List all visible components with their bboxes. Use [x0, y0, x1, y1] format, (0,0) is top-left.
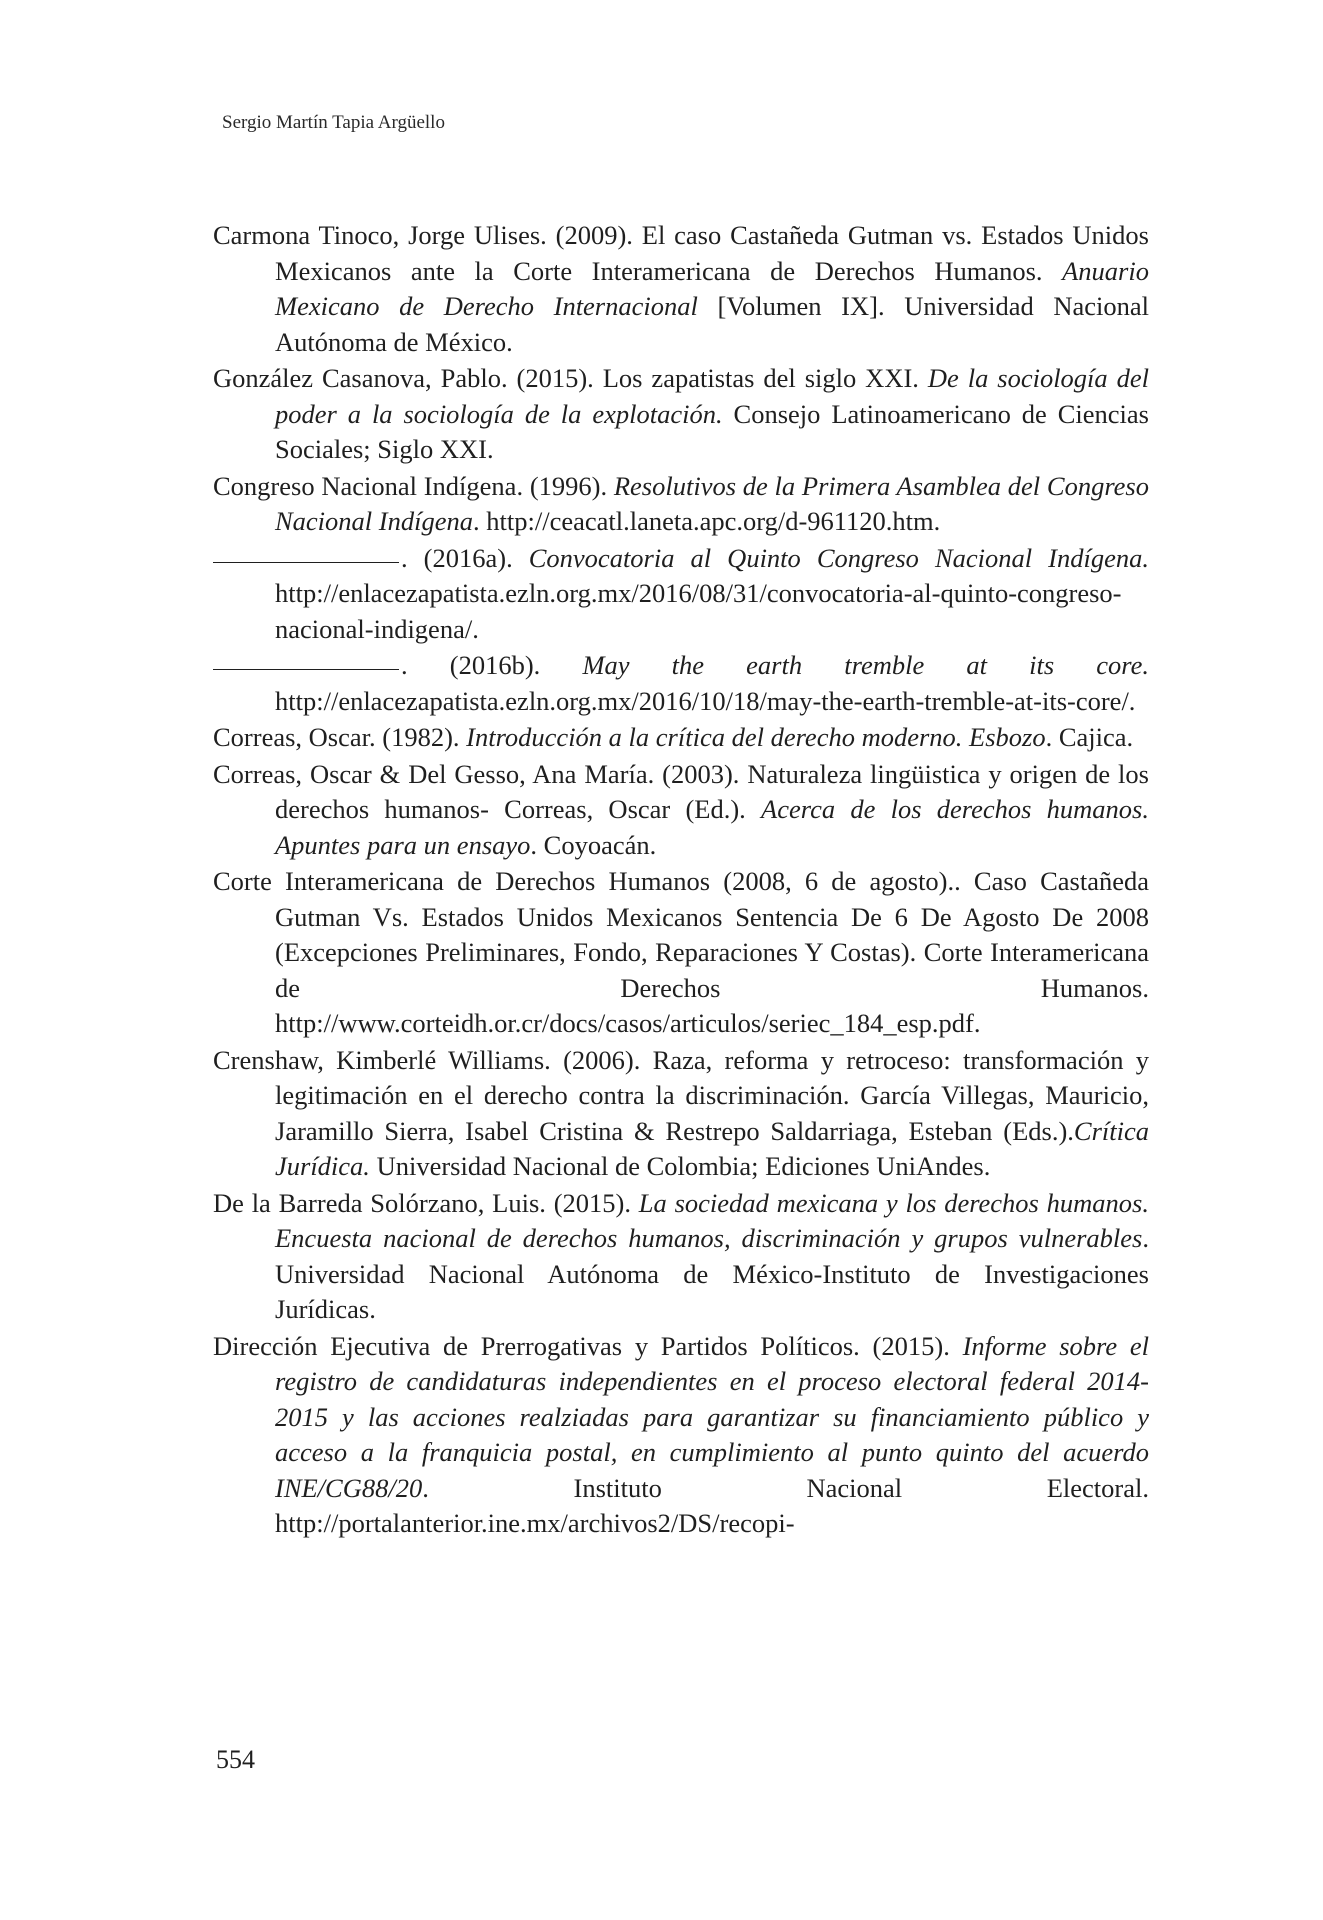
reference-entry	[213, 1186, 1149, 1328]
reference-title-italic: Convocatoria al Quinto Congreso Nacional Indígena.	[528, 542, 1149, 573]
reference-title-italic: Anuario Mexicano de Derecho Internacional	[275, 255, 1149, 321]
reference-entry	[213, 541, 1149, 648]
reference-title-italic: Crítica Jurídica.	[275, 1115, 1149, 1181]
reference-entry	[213, 648, 1149, 719]
reference-text: Consejo Latinoamericano de Ciencias Sociales; Siglo XXI.	[275, 398, 1149, 464]
reference-text: http://enlacezapatista.ezln.org.mx/2016/08/31/convocatoria-al-quinto-congreso-nacional-indigena/.	[275, 578, 1122, 644]
reference-entry	[213, 720, 1149, 756]
reference-text: Dirección Ejecutiva de Prerrogativas y Partidos Políticos. (2015).	[213, 1330, 963, 1361]
reference-list	[213, 218, 1149, 1543]
reference-text: . (2016b).	[401, 650, 583, 680]
reference-entry	[213, 757, 1149, 864]
reference-title-italic: De la sociología del poder a la sociología de la explotación.	[275, 363, 1149, 429]
repeated-author-dash	[213, 668, 399, 670]
reference-text: Correas, Oscar. (1982).	[213, 722, 467, 752]
reference-text: http://enlacezapatista.ezln.org.mx/2016/10/18/may-the-earth-tremble-at-its-core/.	[275, 685, 1136, 716]
reference-text: . (2016a).	[401, 542, 529, 573]
reference-text: Congreso Nacional Indígena. (1996).	[213, 470, 614, 501]
reference-title-italic: Resolutivos de la Primera Asamblea del Congreso Nacional Indígena	[275, 470, 1149, 536]
reference-text: Universidad Nacional de Colombia; Ediciones UniAndes.	[369, 1151, 991, 1181]
reference-text: . Cajica.	[1045, 722, 1134, 752]
reference-entry	[213, 361, 1149, 468]
reference-entry	[213, 1043, 1149, 1185]
reference-entry	[213, 1329, 1149, 1542]
reference-title-italic: May the earth tremble at its core.	[582, 650, 1150, 680]
reference-title-italic: La sociedad mexicana y los derechos humanos. Encuesta nacional de derechos humanos, discriminación y grupos vulnerables	[275, 1187, 1149, 1253]
running-head-author: Sergio Martín Tapia Argüello	[222, 112, 445, 133]
page-number: 554	[216, 1745, 255, 1774]
reference-entry	[213, 469, 1149, 540]
reference-text: Crenshaw, Kimberlé Williams. (2006). Raza, reforma y retroceso: transformación y legitimación en el derecho contra la discriminación. García Villegas, Mauricio, Jaramillo Sierra, Isabel Cristina & Restrepo Saldarriaga, Esteban (Eds.).	[213, 1044, 1149, 1146]
reference-title-italic: Introducción a la crítica del derecho moderno. Esbozo	[466, 722, 1046, 752]
reference-text: . http://ceacatl.laneta.apc.org/d-961120.htm.	[473, 506, 941, 536]
reference-text: . Instituto Nacional Electoral. http://portalanterior.ine.mx/archivos2/DS/recopi-	[275, 1472, 1149, 1538]
reference-text: De la Barreda Solórzano, Luis. (2015).	[213, 1187, 639, 1218]
reference-text: Corte Interamericana de Derechos Humanos (2008, 6 de agosto).. Caso Castañeda Gutman Vs. Estados Unidos Mexicanos Sentencia De 6 De Agosto De 2008 (Excepciones Preliminares, Fondo, Reparaciones Y Costas). Corte Interamericana de Derechos Humanos. http://www.corteidh.or.cr/docs/casos/articulos/seriec_184_esp.pdf.	[213, 866, 1149, 1038]
reference-title-italic: Informe sobre el registro de candidaturas independientes en el proceso electoral federal 2014-2015 y las acciones realziadas para garantizar su financiamiento público y acceso a la franquicia postal, en cumplimiento al punto quinto del acuerdo INE/CG88/20	[275, 1330, 1149, 1503]
reference-text: González Casanova, Pablo. (2015). Los zapatistas del siglo XXI.	[213, 363, 928, 393]
reference-text: [Volumen IX]. Universidad Nacional Autónoma de México.	[275, 291, 1149, 357]
reference-text: Carmona Tinoco, Jorge Ulises. (2009). El caso Castañeda Gutman vs. Estados Unidos Mexicanos ante la Corte Interamericana de Derechos Humanos.	[213, 220, 1149, 286]
reference-text: . Universidad Nacional Autónoma de México-Instituto de Investigaciones Jurídicas.	[275, 1223, 1149, 1324]
reference-entry	[213, 218, 1149, 360]
reference-text: Correas, Oscar & Del Gesso, Ana María. (2003). Naturaleza lingüistica y origen de los derechos humanos- Correas, Oscar (Ed.).	[213, 758, 1149, 824]
reference-entry	[213, 864, 1149, 1042]
reference-title-italic: Acerca de los derechos humanos. Apuntes para un ensayo	[275, 794, 1149, 860]
reference-text: . Coyoacán.	[530, 829, 657, 860]
repeated-author-dash	[213, 561, 399, 563]
